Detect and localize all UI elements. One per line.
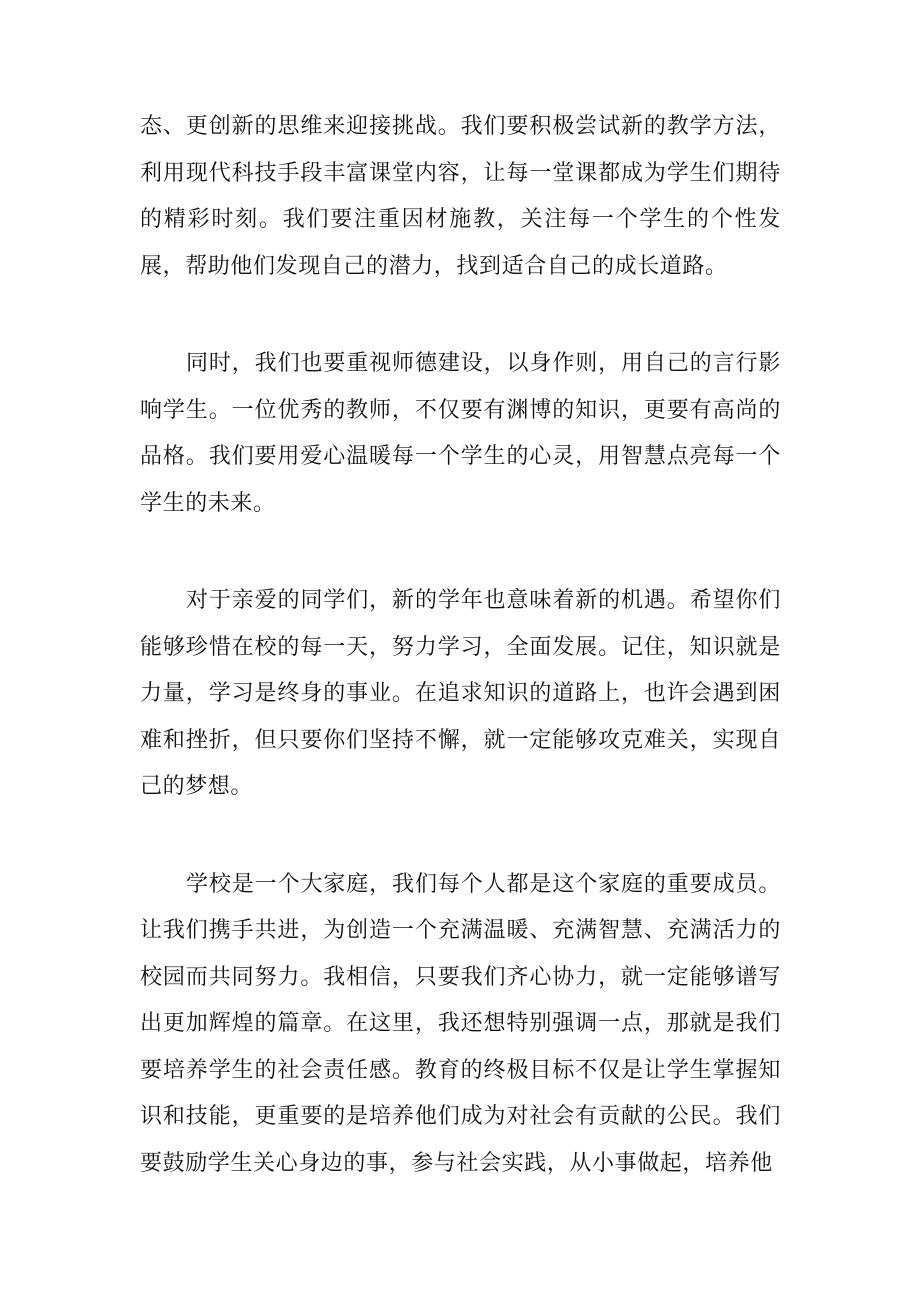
document-body xyxy=(140,104,781,1187)
paragraph-students: 对于亲爱的同学们，新的学年也意味着新的机遇。希望你们能够珍惜在校的每一天，努力学习，全面发展。记住，知识就是力量，学习是终身的事业。在追求知识的道路上，也许会遇到困难和挫折，但只要你们坚持不懈，就一定能够攻克难关，实现自己的梦想。 xyxy=(140,588,781,799)
paragraph-continuation: 态、更创新的思维来迎接挑战。我们要积极尝试新的教学方法，利用现代科技手段丰富课堂内容，让每一堂课都成为学生们期待的精彩时刻。我们要注重因材施教，关注每一个学生的个性发展，帮助他们发现自己的潜力，找到适合自己的成长道路。 xyxy=(140,114,781,279)
paragraph-school-family: 学校是一个大家庭，我们每个人都是这个家庭的重要成员。让我们携手共进，为创造一个充满温暖、充满智慧、充满活力的校园而共同努力。我相信，只要我们齐心协力，就一定能够谱写出更加辉煌的篇章。在这里，我还想特别强调一点，那就是我们要培养学生的社会责任感。教育的终极目标不仅是让学生掌握知识和技能，更重要的是培养他们成为对社会有贡献的公民。我们要鼓励学生关心身边的事，参与社会实践，从小事做起，培养他 xyxy=(140,871,781,1176)
paragraph-teacher-ethics: 同时，我们也要重视师德建设，以身作则，用自己的言行影响学生。一位优秀的教师，不仅要有渊博的知识，更要有高尚的品格。我们要用爱心温暖每一个学生的心灵，用智慧点亮每一个学生的未来。 xyxy=(140,351,781,516)
